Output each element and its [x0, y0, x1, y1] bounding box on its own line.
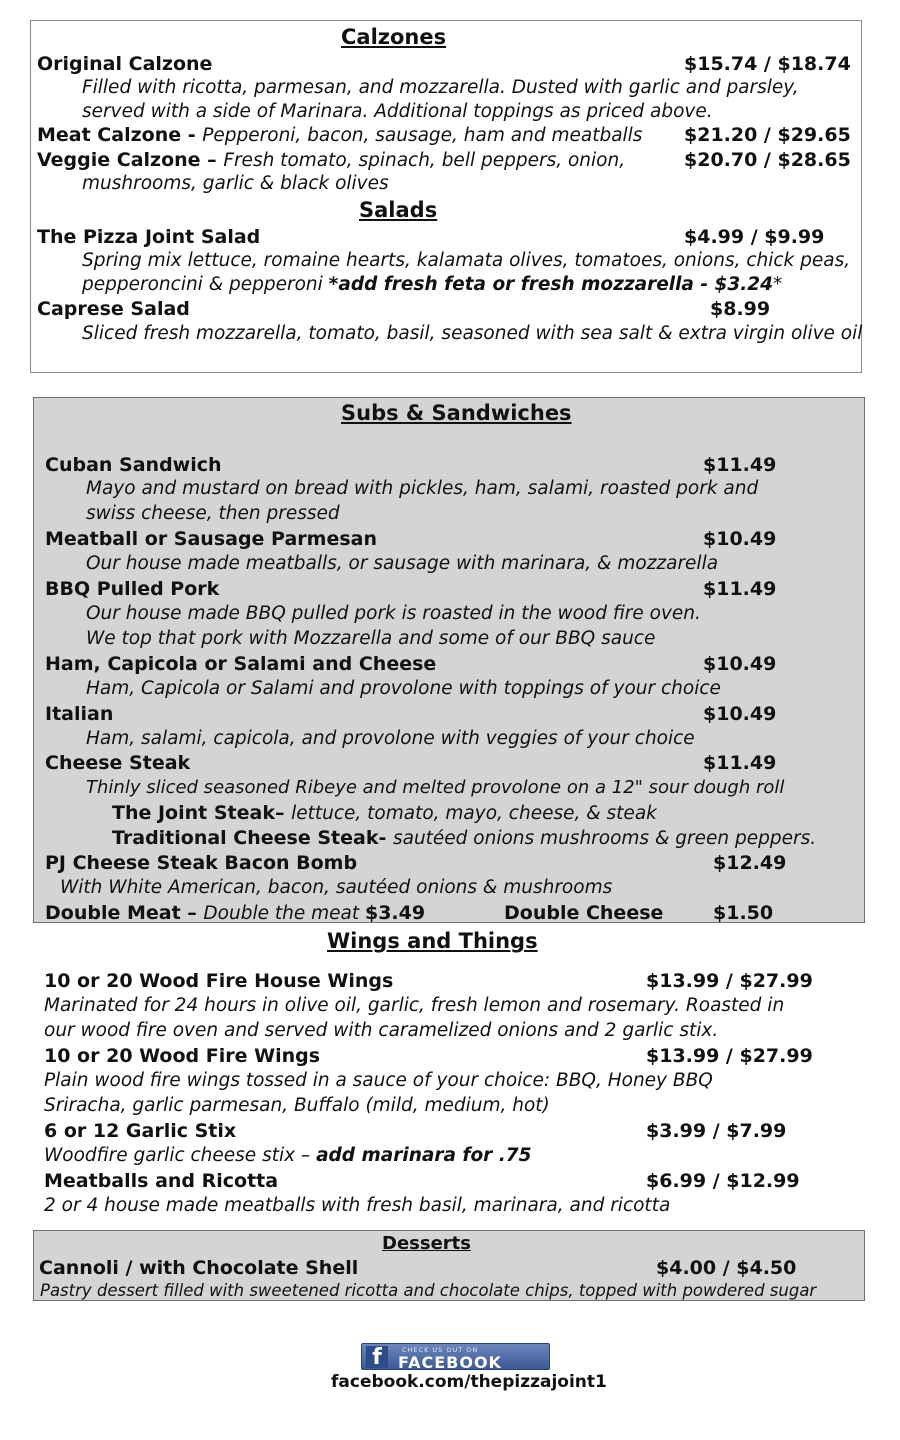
salad-addon: *add fresh feta or fresh mozzarella - $3.24: [328, 274, 773, 295]
double-cheese-price: $1.50: [713, 902, 774, 924]
veggie-calzone-line: [37, 151, 625, 171]
traditional-steak-line: [112, 829, 816, 849]
caprese-salad-name: Caprese Salad: [37, 298, 190, 320]
facebook-badge-caption: CHECK US OUT ON: [402, 1346, 479, 1354]
meatball-price: $10.49: [703, 528, 777, 550]
garlic-stix-addon: add marinara for .75: [316, 1145, 532, 1166]
pizza-joint-salad-desc-2: pepperoncini & pepperoni: [82, 274, 329, 295]
house-wings-name: 10 or 20 Wood Fire House Wings: [44, 970, 394, 992]
plain-wings-desc-2: Sriracha, garlic parmesan, Buffalo (mild, medium, hot): [44, 1095, 550, 1116]
cuban-desc-1: Mayo and mustard on bread with pickles, ham, salami, roasted pork and: [86, 478, 759, 499]
ham-name: Ham, Capicola or Salami and Cheese: [45, 653, 437, 675]
double-meat-desc: Double the meat: [203, 903, 365, 924]
double-meat-label: Double Meat –: [45, 902, 204, 924]
wings-heading: Wings and Things: [327, 929, 538, 953]
meat-calzone-line: [37, 126, 642, 146]
bacon-bomb-desc: With White American, bacon, sautéed onions & mushrooms: [60, 877, 613, 898]
facebook-url-link[interactable]: facebook.com/thepizzajoint1: [331, 1372, 607, 1392]
italian-desc: Ham, salami, capicola, and provolone with veggies of your choice: [86, 728, 695, 749]
plain-wings-name: 10 or 20 Wood Fire Wings: [44, 1045, 321, 1067]
pizza-joint-salad-name: The Pizza Joint Salad: [37, 226, 261, 248]
cannoli-desc: Pastry dessert filled with sweetened ricotta and chocolate chips, topped with powdered sugar: [40, 1281, 817, 1300]
original-calzone-name: Original Calzone: [37, 53, 213, 75]
double-meat-price: $3.49: [364, 902, 426, 924]
veggie-calzone-desc-1: Fresh tomato, spinach, bell peppers, onion,: [223, 150, 626, 171]
original-calzone-desc-2: served with a side of Marinara. Additional toppings as priced above.: [82, 101, 713, 122]
original-calzone-price: $15.74 / $18.74: [684, 53, 851, 75]
meatball-name: Meatball or Sausage Parmesan: [45, 528, 378, 550]
plain-wings-price: $13.99 / $27.99: [646, 1045, 813, 1067]
caprese-salad-desc: Sliced fresh mozzarella, tomato, basil, seasoned with sea salt & extra virgin olive oil: [82, 323, 863, 344]
pizza-joint-salad-line-2: [82, 276, 782, 295]
house-wings-desc-2: our wood fire oven and served with caramelized onions and 2 garlic stix.: [44, 1020, 719, 1041]
salad-addon-end: *: [773, 274, 783, 295]
italian-price: $10.49: [703, 703, 777, 725]
calzones-heading: Calzones: [341, 25, 447, 49]
veggie-calzone-name: Veggie Calzone –: [37, 149, 224, 171]
pizza-joint-salad-price: $4.99 / $9.99: [684, 226, 825, 248]
garlic-stix-name: 6 or 12 Garlic Stix: [44, 1120, 237, 1142]
bbq-name: BBQ Pulled Pork: [45, 578, 220, 600]
meatball-desc: Our house made meatballs, or sausage with marinara, & mozzarella: [86, 553, 719, 574]
italian-name: Italian: [45, 703, 114, 725]
veggie-calzone-price: $20.70 / $28.65: [684, 149, 851, 171]
bacon-bomb-price: $12.49: [713, 852, 787, 874]
meat-calzone-desc: Pepperoni, bacon, sausage, ham and meatballs: [202, 125, 643, 146]
cannoli-price: $4.00 / $4.50: [656, 1257, 797, 1279]
cheesesteak-price: $11.49: [703, 752, 777, 774]
plain-wings-desc-1: Plain wood fire wings tossed in a sauce of your choice: BBQ, Honey BBQ: [44, 1070, 713, 1091]
facebook-badge[interactable]: [361, 1343, 550, 1370]
traditional-steak-desc: sautéed onions mushrooms & green peppers.: [392, 828, 817, 849]
ham-desc: Ham, Capicola or Salami and provolone with toppings of your choice: [86, 678, 721, 699]
joint-steak-label: The Joint Steak–: [112, 802, 292, 824]
bbq-desc-2: We top that pork with Mozzarella and some of our BBQ sauce: [86, 628, 656, 649]
meat-calzone-name: Meat Calzone -: [37, 124, 203, 146]
double-cheese-label: Double Cheese: [504, 902, 664, 924]
double-meat-line: [45, 904, 425, 924]
house-wings-desc-1: Marinated for 24 hours in olive oil, garlic, fresh lemon and rosemary. Roasted in: [44, 995, 785, 1016]
meatballs-ricotta-price: $6.99 / $12.99: [646, 1170, 800, 1192]
subs-heading: Subs & Sandwiches: [341, 401, 572, 425]
cannoli-name: Cannoli / with Chocolate Shell: [39, 1257, 359, 1279]
cuban-name: Cuban Sandwich: [45, 454, 222, 476]
garlic-stix-desc: Woodfire garlic cheese stix –: [44, 1145, 317, 1166]
traditional-steak-label: Traditional Cheese Steak-: [112, 827, 393, 849]
garlic-stix-line: [44, 1147, 532, 1166]
facebook-badge-title: FACEBOOK: [398, 1353, 502, 1372]
cuban-price: $11.49: [703, 454, 777, 476]
cheesesteak-name: Cheese Steak: [45, 752, 191, 774]
meatballs-ricotta-desc: 2 or 4 house made meatballs with fresh basil, marinara, and ricotta: [44, 1195, 671, 1216]
veggie-calzone-desc-2: mushrooms, garlic & black olives: [82, 173, 389, 194]
desserts-heading: Desserts: [382, 1233, 471, 1254]
ham-price: $10.49: [703, 653, 777, 675]
pizza-joint-salad-desc-1: Spring mix lettuce, romaine hearts, kalamata olives, tomatoes, onions, chick peas,: [82, 250, 851, 271]
original-calzone-desc-1: Filled with ricotta, parmesan, and mozzarella. Dusted with garlic and parsley,: [82, 77, 799, 98]
cuban-desc-2: swiss cheese, then pressed: [86, 503, 340, 524]
house-wings-price: $13.99 / $27.99: [646, 970, 813, 992]
meat-calzone-price: $21.20 / $29.65: [684, 124, 851, 146]
cheesesteak-desc: Thinly sliced seasoned Ribeye and melted provolone on a 12" sour dough roll: [86, 777, 785, 798]
facebook-icon: f: [366, 1346, 388, 1368]
bacon-bomb-name: PJ Cheese Steak Bacon Bomb: [45, 852, 358, 874]
caprese-salad-price: $8.99: [710, 298, 771, 320]
salads-heading: Salads: [359, 198, 438, 222]
garlic-stix-price: $3.99 / $7.99: [646, 1120, 787, 1142]
joint-steak-desc: lettuce, tomato, mayo, cheese, & steak: [291, 803, 657, 824]
bbq-desc-1: Our house made BBQ pulled pork is roasted in the wood fire oven.: [86, 603, 701, 624]
meatballs-ricotta-name: Meatballs and Ricotta: [44, 1170, 279, 1192]
joint-steak-line: [112, 804, 657, 824]
bbq-price: $11.49: [703, 578, 777, 600]
